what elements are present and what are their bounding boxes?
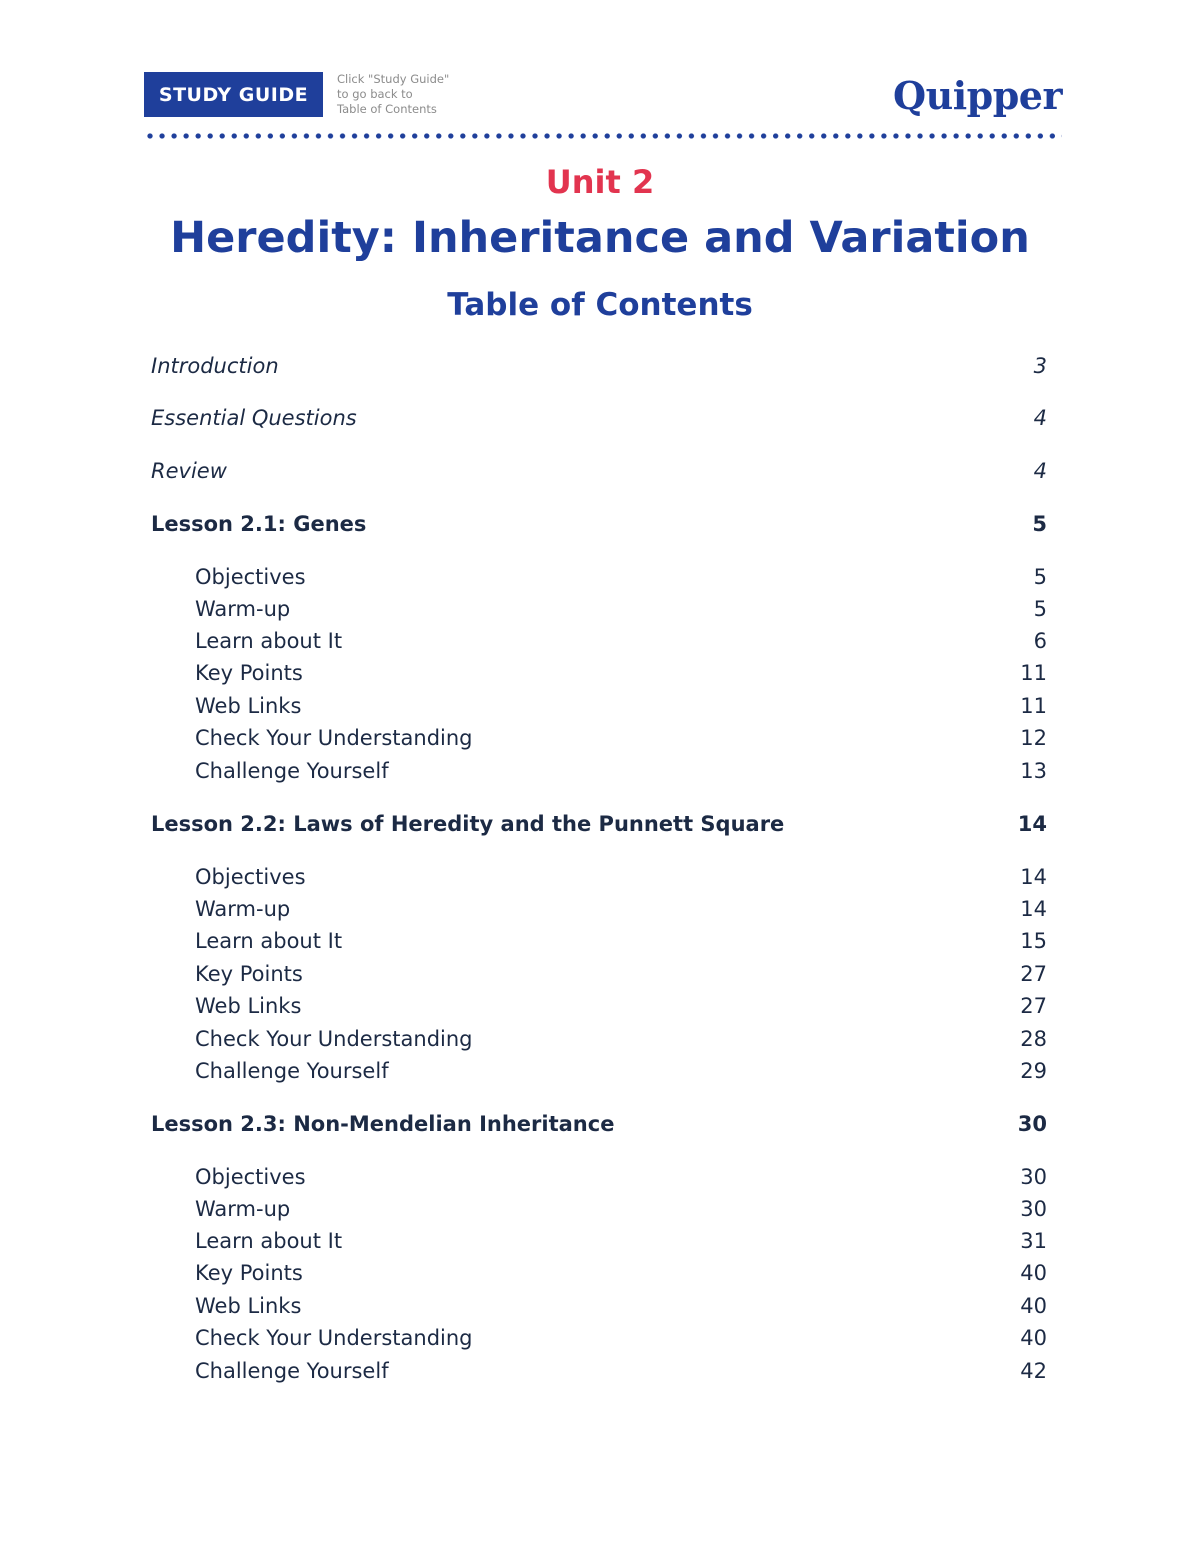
toc-subentry-page: 30 [1020, 1197, 1047, 1221]
toc-subentry[interactable] [195, 1162, 1047, 1192]
toc-subentry-label: Objectives [195, 565, 306, 589]
toc-subentry-label: Check Your Understanding [195, 1027, 473, 1051]
toc-lesson-title: Lesson 2.1: Genes [151, 512, 367, 536]
toc-lesson-page: 14 [1017, 812, 1047, 836]
brand-logo: Quipper [892, 73, 1062, 118]
toc-subentry-page: 14 [1020, 897, 1047, 921]
toc-subentry-page: 42 [1020, 1359, 1047, 1383]
toc-subentry-label: Objectives [195, 1165, 306, 1189]
toc-subentry[interactable] [195, 594, 1047, 624]
study-guide-button[interactable]: STUDY GUIDE [144, 72, 323, 117]
toc-subentry[interactable] [195, 626, 1047, 656]
toc-heading: Table of Contents [447, 287, 753, 323]
page-header [144, 72, 1062, 122]
toc-entry-page: 4 [1033, 406, 1047, 430]
toc-subentry-page: 30 [1020, 1165, 1047, 1189]
toc-lesson-2-3[interactable] [151, 1109, 1047, 1139]
toc-subentry-label: Challenge Yourself [195, 1359, 389, 1383]
toc-subentry-page: 11 [1020, 661, 1047, 685]
toc-subentry-page: 31 [1020, 1229, 1047, 1253]
toc-subentry-page: 27 [1020, 962, 1047, 986]
toc-subentry[interactable] [195, 959, 1047, 989]
hint-line: to go back to [337, 87, 413, 101]
toc-subentry-page: 14 [1020, 865, 1047, 889]
toc-lesson-page: 5 [1032, 512, 1047, 536]
toc-subentry-label: Challenge Yourself [195, 759, 389, 783]
toc-lesson-2-2[interactable] [151, 809, 1047, 839]
toc-subentry[interactable] [195, 1056, 1047, 1086]
toc-subentry-label: Warm-up [195, 897, 291, 921]
toc-subentry-page: 12 [1020, 726, 1047, 750]
toc-subentry[interactable] [195, 1291, 1047, 1321]
toc-subentry[interactable] [195, 723, 1047, 753]
toc-subentry-page: 40 [1020, 1326, 1047, 1350]
toc-entry-introduction[interactable] [151, 351, 1047, 381]
toc-entry-label: Essential Questions [151, 406, 357, 430]
toc-subentry-label: Objectives [195, 865, 306, 889]
toc-subentry-label: Web Links [195, 1294, 302, 1318]
toc-lesson-page: 30 [1017, 1112, 1047, 1136]
toc-subentry[interactable] [195, 894, 1047, 924]
toc-lesson-2-1[interactable] [151, 509, 1047, 539]
toc-subentry-label: Warm-up [195, 597, 291, 621]
toc-subentry-page: 15 [1020, 929, 1047, 953]
toc-subentry[interactable] [195, 991, 1047, 1021]
toc-entry-page: 4 [1033, 459, 1047, 483]
toc-subentry[interactable] [195, 862, 1047, 892]
toc-subentry[interactable] [195, 1323, 1047, 1353]
toc-lesson-title: Lesson 2.2: Laws of Heredity and the Punnett Square [151, 812, 785, 836]
toc-subentry[interactable] [195, 1356, 1047, 1386]
hint-line: Table of Contents [337, 102, 437, 116]
toc-subentry-label: Learn about It [195, 929, 343, 953]
toc-subentry[interactable] [195, 926, 1047, 956]
toc-subentry[interactable] [195, 1194, 1047, 1224]
toc-subentry-page: 5 [1033, 597, 1047, 621]
toc-subentry-label: Web Links [195, 694, 302, 718]
toc-subentry[interactable] [195, 562, 1047, 592]
toc-subentry-page: 29 [1020, 1059, 1047, 1083]
dotted-divider [144, 133, 1062, 139]
toc-subentry-label: Check Your Understanding [195, 1326, 473, 1350]
toc-subentry[interactable] [195, 1024, 1047, 1054]
toc-lesson-title: Lesson 2.3: Non-Mendelian Inheritance [151, 1112, 615, 1136]
toc-subentry-label: Web Links [195, 994, 302, 1018]
toc-subentry[interactable] [195, 1226, 1047, 1256]
toc-subentry-page: 11 [1020, 694, 1047, 718]
toc-subentry-page: 6 [1033, 629, 1047, 653]
toc-entry-label: Introduction [151, 354, 279, 378]
toc-entry-label: Review [151, 459, 227, 483]
page-title: Heredity: Inheritance and Variation [170, 213, 1030, 263]
toc-subentry-label: Key Points [195, 661, 303, 685]
toc-subentry-label: Challenge Yourself [195, 1059, 389, 1083]
toc-subentry-page: 13 [1020, 759, 1047, 783]
unit-label: Unit 2 [545, 163, 655, 201]
toc-entry-essential-questions[interactable] [151, 403, 1047, 433]
toc-subentry-page: 5 [1033, 565, 1047, 589]
toc-subentry[interactable] [195, 1258, 1047, 1288]
toc-subentry-label: Check Your Understanding [195, 726, 473, 750]
toc-subentry-label: Key Points [195, 962, 303, 986]
toc-subentry-label: Warm-up [195, 1197, 291, 1221]
hint-line: Click "Study Guide" [337, 72, 450, 86]
toc-entry-page: 3 [1033, 354, 1047, 378]
toc-subentry[interactable] [195, 658, 1047, 688]
toc-subentry-page: 40 [1020, 1294, 1047, 1318]
toc-subentry-page: 40 [1020, 1261, 1047, 1285]
toc-subentry[interactable] [195, 756, 1047, 786]
toc-subentry-page: 27 [1020, 994, 1047, 1018]
study-guide-hint [337, 72, 449, 117]
toc-subentry-label: Learn about It [195, 1229, 343, 1253]
toc-subentry-label: Key Points [195, 1261, 303, 1285]
toc-subentry-page: 28 [1020, 1027, 1047, 1051]
toc-entry-review[interactable] [151, 456, 1047, 486]
toc-subentry[interactable] [195, 691, 1047, 721]
toc-subentry-label: Learn about It [195, 629, 343, 653]
